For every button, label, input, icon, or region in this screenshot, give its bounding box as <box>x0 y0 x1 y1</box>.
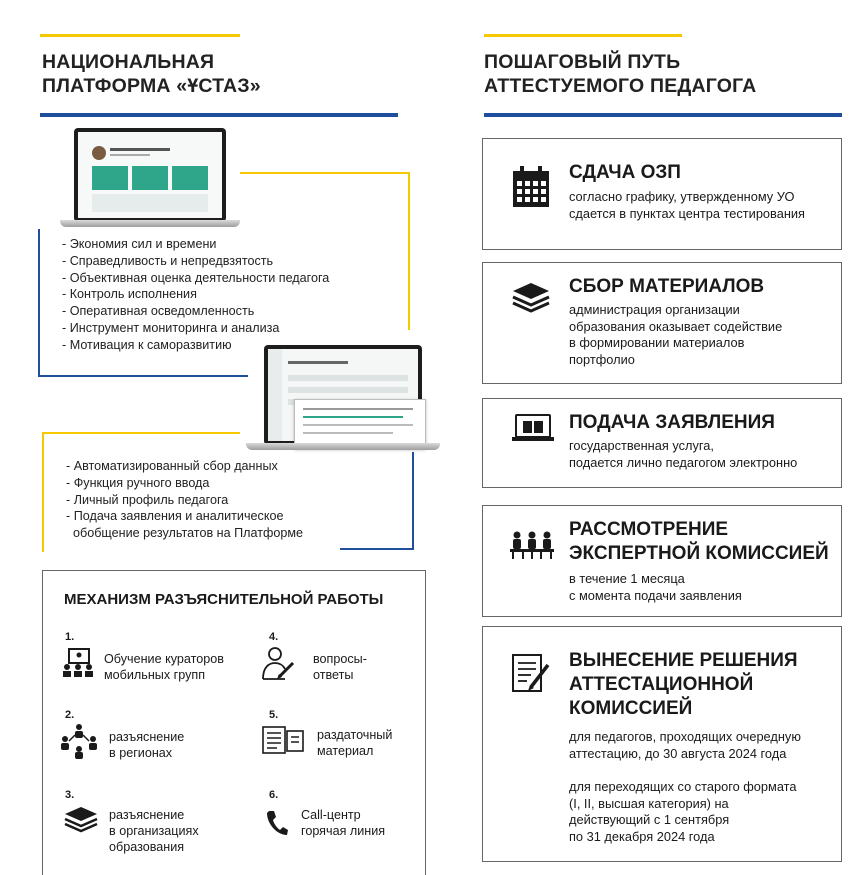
step-title: СБОР МАТЕРИАЛОВ <box>569 276 765 297</box>
step-desc: для педагогов, проходящих очередную аттестацию, до 30 августа 2024 года для переходящих со старого формата (I, II, высшая категория) на действующий с 1 сентября по 31 декабря 2024 года <box>569 729 801 844</box>
item-text: разъяснение в организациях образования <box>109 808 199 854</box>
classroom-icon <box>61 647 95 679</box>
step-desc: государственная услуга, подается лично педагогом электронно <box>569 438 798 470</box>
list-item: - Экономия сил и времени <box>62 237 217 251</box>
left-title: НАЦИОНАЛЬНАЯ ПЛАТФОРМА «ҰСТАЗ» <box>42 51 261 97</box>
laptop-base <box>246 443 440 450</box>
person-pen-icon <box>261 645 297 681</box>
step-desc: согласно графику, утвержденному УО сдается в пунктах центра тестирования <box>569 189 805 221</box>
item-text: Обучение кураторов мобильных групп <box>104 652 224 682</box>
item-text: разъяснение в регионах <box>109 730 185 760</box>
features-list <box>66 458 303 542</box>
connector-line <box>408 172 410 330</box>
stack-icon <box>511 281 551 313</box>
benefits-list <box>62 236 329 354</box>
step-card <box>482 505 842 617</box>
calendar-icon <box>511 165 551 209</box>
item-number: 6. <box>269 789 279 801</box>
step-title: ПОДАЧА ЗАЯВЛЕНИЯ <box>569 412 775 433</box>
commission-icon <box>509 530 555 560</box>
list-item: - Автоматизированный сбор данных <box>66 459 278 473</box>
bracket-line <box>38 229 40 377</box>
step-title: ВЫНЕСЕНИЕ РЕШЕНИЯ АТТЕСТАЦИОННОЙ КОМИССИЕЙ <box>569 650 798 719</box>
list-item: обобщение результатов на Платформе <box>66 526 304 541</box>
network-people-icon <box>59 723 99 759</box>
laptop-portfolio <box>246 345 440 455</box>
laptop-dashboard <box>60 128 240 228</box>
bracket-line <box>38 375 248 377</box>
document-pen-icon <box>511 653 551 695</box>
step-title: РАССМОТРЕНИЕ ЭКСПЕРТНОЙ КОМИССИЕЙ <box>569 519 829 564</box>
list-item: - Оперативная осведомленность <box>62 304 255 319</box>
item-number: 5. <box>269 709 279 721</box>
item-text: раздаточный материал <box>317 728 393 758</box>
list-item: - Мотивация к саморазвитию <box>62 337 232 352</box>
item-text: вопросы- ответы <box>313 652 367 682</box>
item-number: 1. <box>65 631 75 643</box>
bracket-line <box>340 548 414 550</box>
step-desc: администрация организации образования оказывает содействие в формировании материалов портфолио <box>569 302 783 367</box>
item-number: 3. <box>65 789 75 801</box>
mechanism-box <box>42 570 426 875</box>
laptop-book-icon <box>511 413 555 443</box>
right-title-top-bar <box>484 34 682 37</box>
laptop-screen <box>74 128 226 222</box>
list-item: - Личный профиль педагога <box>66 492 229 507</box>
list-item: - Контроль исполнения <box>62 287 197 302</box>
step-desc: в течение 1 месяца с момента подачи заявления <box>569 571 742 603</box>
left-title-underline <box>40 113 398 117</box>
step-title: СДАЧА ОЗП <box>569 162 681 183</box>
item-number: 4. <box>269 631 279 643</box>
bracket-line <box>412 452 414 550</box>
list-item: - Подача заявления и аналитическое <box>66 509 284 524</box>
mechanism-title: МЕХАНИЗМ РАЗЪЯСНИТЕЛЬНОЙ РАБОТЫ <box>64 591 384 608</box>
list-item: - Справедливость и непредвзятость <box>62 253 274 268</box>
bracket-line <box>42 432 44 552</box>
step-card <box>482 138 842 250</box>
stack-icon <box>63 805 99 833</box>
document-popup <box>294 399 426 449</box>
item-text: Call-центр горячая линия <box>301 808 386 838</box>
document-list-icon <box>261 725 305 755</box>
list-item: - Объективная оценка деятельности педагога <box>62 270 330 285</box>
bracket-line <box>42 432 240 434</box>
step-card <box>482 626 842 862</box>
list-item: - Инструмент мониторинга и анализа <box>62 320 280 335</box>
list-item: - Функция ручного ввода <box>66 475 210 490</box>
left-title-top-bar <box>40 34 240 37</box>
connector-line <box>240 172 410 174</box>
step-card <box>482 398 842 488</box>
right-title: ПОШАГОВЫЙ ПУТЬ АТТЕСТУЕМОГО ПЕДАГОГА <box>484 51 757 97</box>
item-number: 2. <box>65 709 75 721</box>
right-title-underline <box>484 113 842 117</box>
laptop-base <box>60 220 240 227</box>
phone-icon <box>265 809 289 837</box>
step-card <box>482 262 842 384</box>
